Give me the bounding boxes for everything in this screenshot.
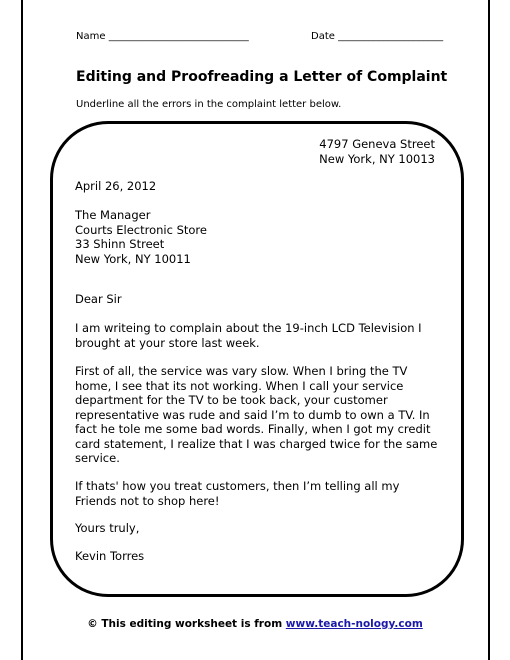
closing: Yours truly, bbox=[75, 521, 140, 535]
footer-credit bbox=[0, 617, 510, 631]
signature: Kevin Torres bbox=[75, 549, 145, 563]
letter-paragraph: If thats' how you treat customers, then I’m telling all my Friends not to shop here! bbox=[75, 479, 400, 508]
letter-paragraph: I am writeing to complain about the 19-inch LCD Television I brought at your store last week. bbox=[75, 321, 422, 350]
footer-link[interactable]: www.teach-nology.com bbox=[285, 618, 423, 630]
recipient-line: Courts Electronic Store bbox=[75, 222, 207, 237]
recipient-line: 33 Shinn Street bbox=[75, 237, 165, 251]
sender-address bbox=[319, 137, 435, 166]
instruction-text: Underline all the errors in the complaint letter below. bbox=[76, 99, 342, 110]
recipient-line: The Manager bbox=[75, 208, 151, 222]
name-date-header bbox=[76, 29, 468, 45]
recipient-address bbox=[75, 208, 445, 266]
date-field bbox=[311, 29, 443, 45]
date-label: Date bbox=[311, 31, 335, 42]
date-blank: _____________________ bbox=[338, 31, 444, 42]
footer-text: © This editing worksheet is from bbox=[87, 618, 283, 630]
name-label: Name bbox=[76, 31, 106, 42]
name-blank: ____________________________ bbox=[108, 31, 249, 42]
name-field bbox=[76, 29, 249, 45]
sender-address-line: 4797 Geneva Street bbox=[319, 137, 435, 151]
letter-paragraph: First of all, the service was vary slow. When I bring the TV home, I see that its not working. When I call your service department for the TV to be took back, your customer representative was rude and said I’m to dumb to own a TV. In fact he tole me some bad words. Finally, when I got my credit card statement, I realize that I was charged twice for the same service. bbox=[75, 364, 438, 465]
recipient-line: New York, NY 10011 bbox=[75, 251, 191, 266]
sender-address-line: New York, NY 10013 bbox=[319, 151, 435, 166]
salutation: Dear Sir bbox=[75, 292, 122, 306]
worksheet-title: Editing and Proofreading a Letter of Complaint bbox=[76, 69, 448, 85]
letter-date: April 26, 2012 bbox=[75, 179, 157, 193]
